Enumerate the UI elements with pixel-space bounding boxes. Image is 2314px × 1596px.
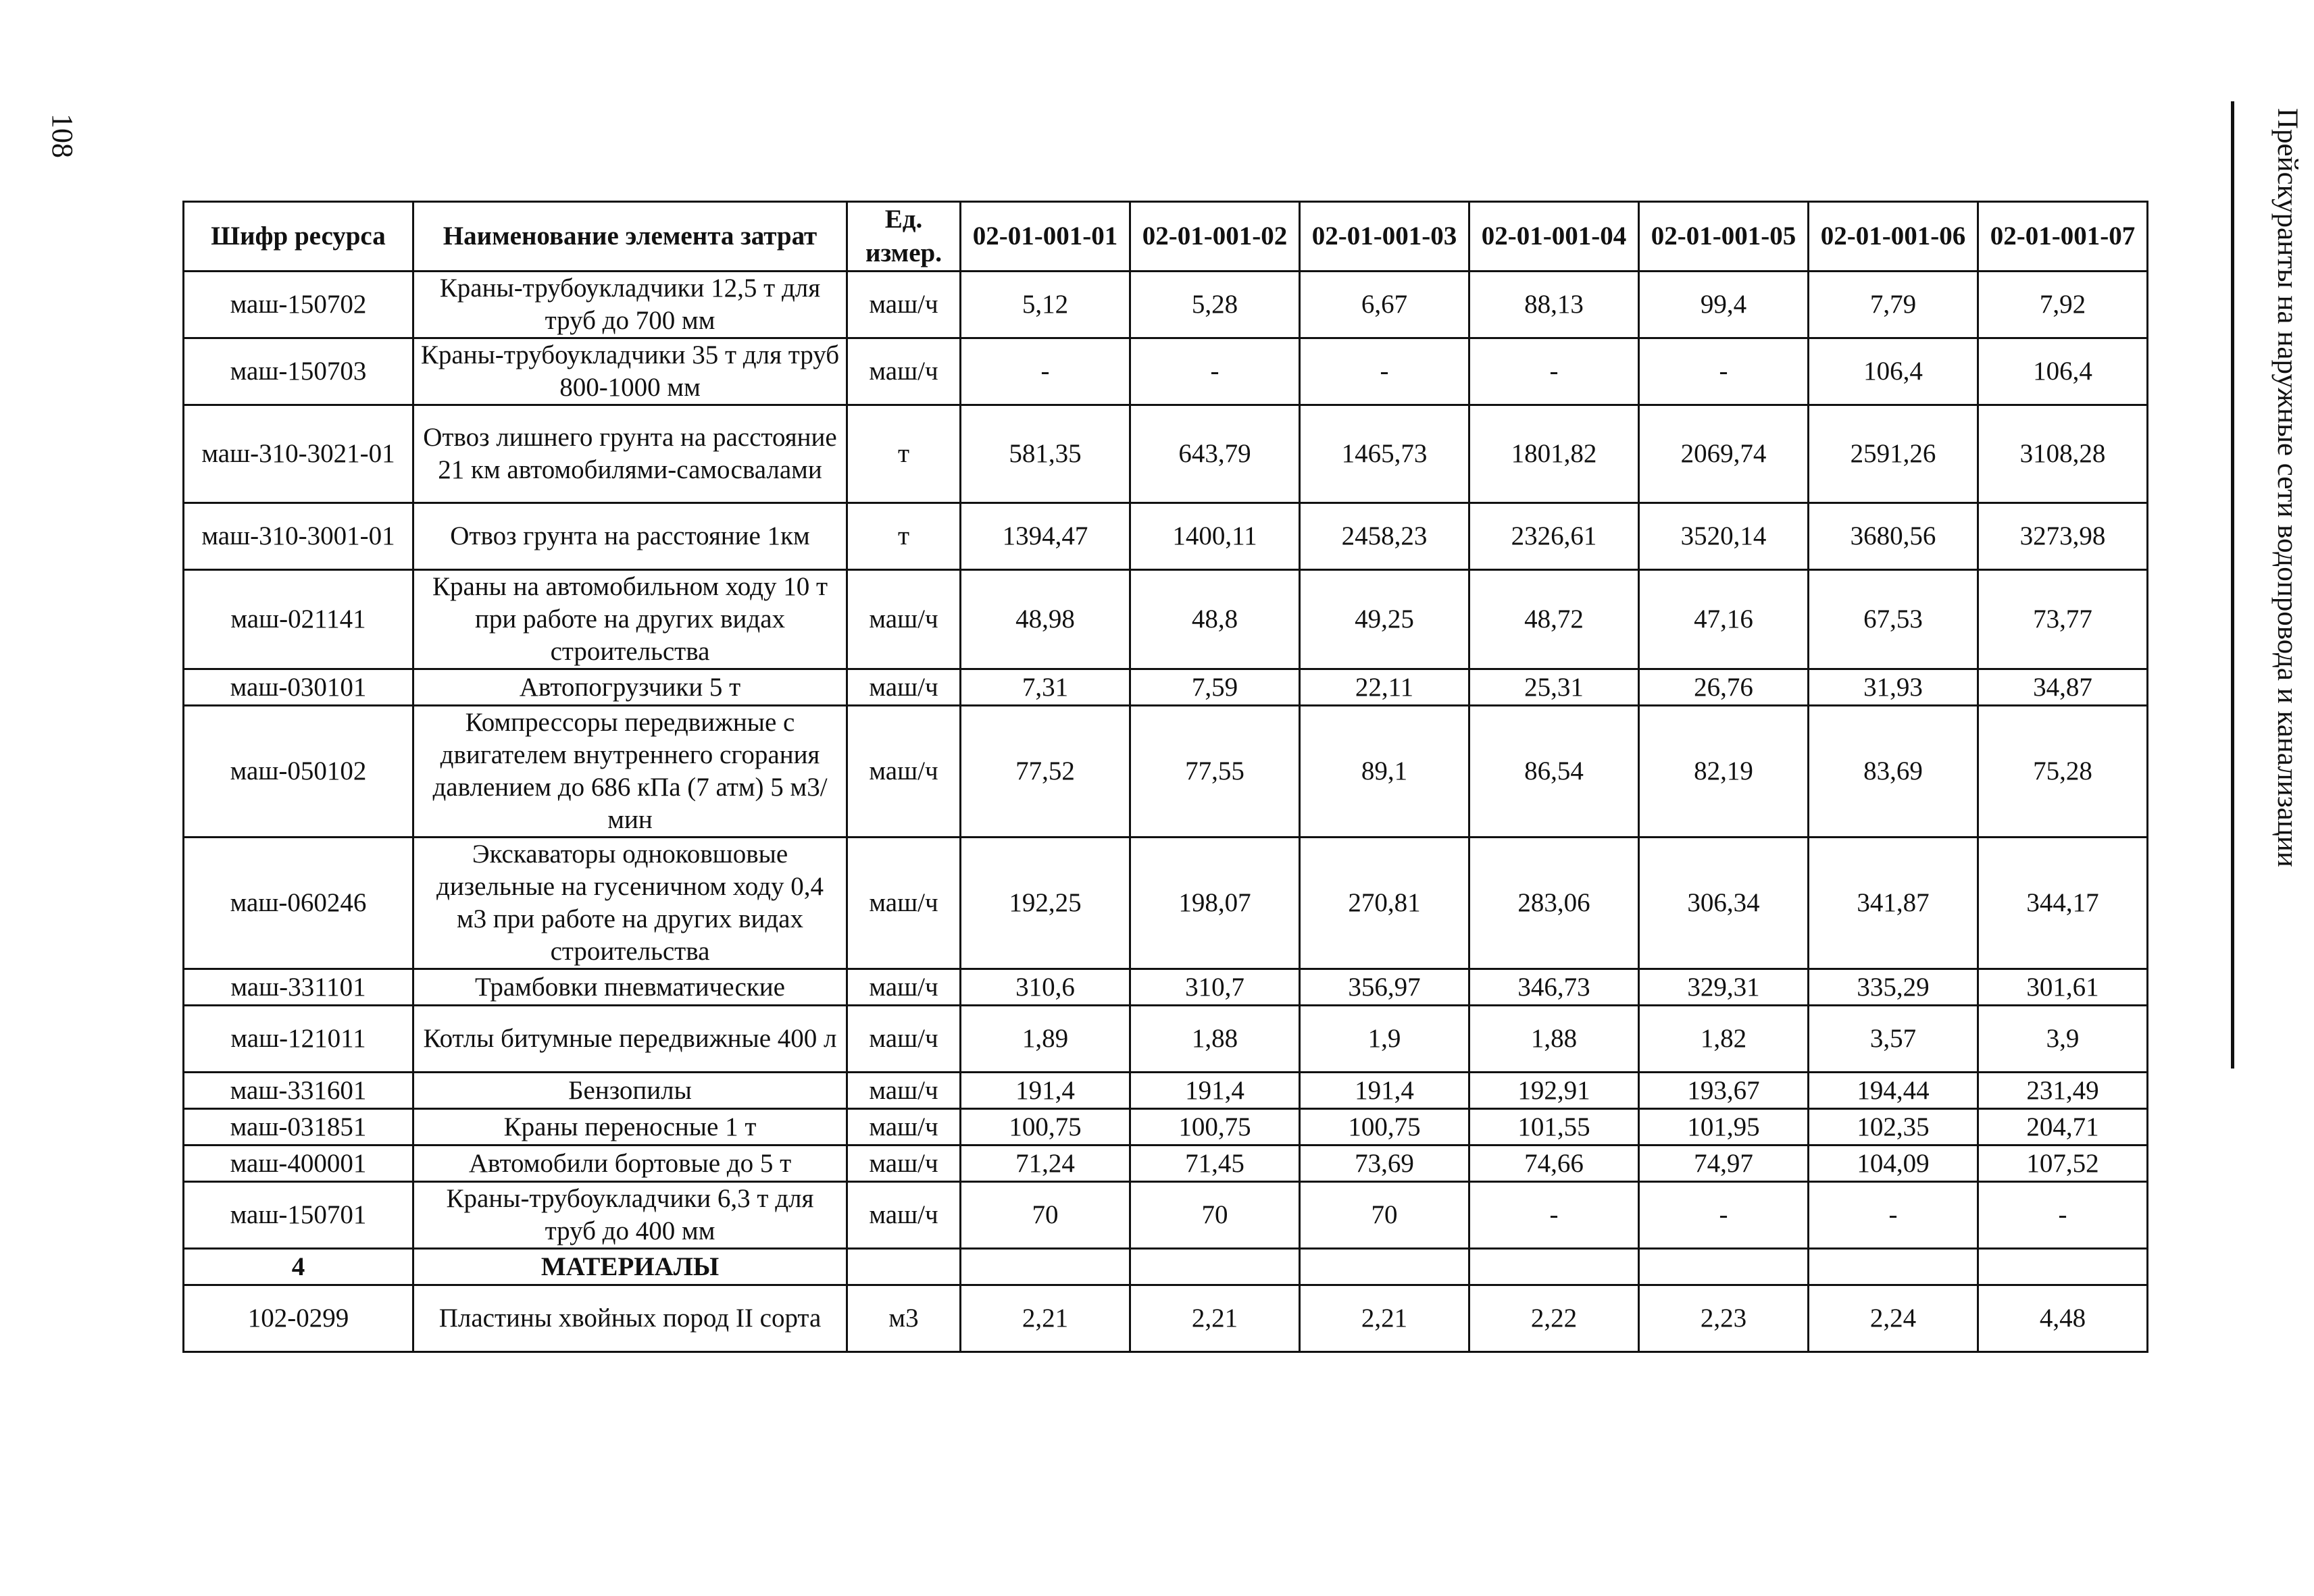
price-value: 1,88 [1130,1006,1300,1073]
resource-code: маш-021141 [184,570,413,669]
table-row [184,1006,2148,1073]
price-value: 194,44 [1809,1073,1978,1109]
price-value: 73,69 [1300,1145,1469,1182]
price-value: - [1130,338,1300,405]
price-value: 2458,23 [1300,503,1469,570]
element-name: Отвоз лишнего грунта на расстояние 21 км автомобилями-самосвалами [413,405,847,503]
resource-code: маш-310-3001-01 [184,503,413,570]
price-value: 2591,26 [1809,405,1978,503]
header-price-code: 02-01-001-01 [961,202,1130,272]
price-value: 22,11 [1300,669,1469,706]
price-value: 198,07 [1130,838,1300,969]
unit-of-measure: маш/ч [847,706,961,838]
price-value: 3108,28 [1978,405,2148,503]
price-value: 335,29 [1809,969,1978,1006]
price-value: 301,61 [1978,969,2148,1006]
price-value: 3520,14 [1639,503,1809,570]
price-value: 192,91 [1469,1073,1639,1109]
price-value: 3273,98 [1978,503,2148,570]
unit-of-measure: маш/ч [847,570,961,669]
unit-of-measure: т [847,405,961,503]
price-value: 192,25 [961,838,1130,969]
element-name: Краны на автомобильном ходу 10 т при работе на других видах строительства [413,570,847,669]
price-value: 643,79 [1130,405,1300,503]
running-title: Прейскуранты на наружные сети водопровода и канализации [2271,108,2303,867]
header-price-code: 02-01-001-02 [1130,202,1300,272]
price-value [961,1249,1130,1285]
resource-code: маш-150703 [184,338,413,405]
price-value: 283,06 [1469,838,1639,969]
price-value: - [1639,1182,1809,1249]
header-price-code: 02-01-001-06 [1809,202,1978,272]
element-name: Краны-трубоукладчики 35 т для труб 800-1000 мм [413,338,847,405]
price-value: 100,75 [1300,1109,1469,1145]
resource-code: маш-331101 [184,969,413,1006]
table-row [184,969,2148,1006]
resource-code: маш-310-3021-01 [184,405,413,503]
price-value: 191,4 [1300,1073,1469,1109]
price-value: 7,31 [961,669,1130,706]
header-unit: Ед. измер. [847,202,961,272]
price-value: 204,71 [1978,1109,2148,1145]
resource-code: маш-150702 [184,272,413,338]
header-name: Наименование элемента затрат [413,202,847,272]
price-value: 86,54 [1469,706,1639,838]
price-value: 48,72 [1469,570,1639,669]
price-value: 329,31 [1639,969,1809,1006]
page-number: 108 [46,113,79,158]
price-value: - [1469,1182,1639,1249]
price-value: 34,87 [1978,669,2148,706]
table-row [184,706,2148,838]
resource-code: 4 [184,1249,413,1285]
price-value: 48,98 [961,570,1130,669]
price-value: 100,75 [1130,1109,1300,1145]
header-rule [2231,101,2234,1069]
price-value: 270,81 [1300,838,1469,969]
price-value: 306,34 [1639,838,1809,969]
element-name: Котлы битумные передвижные 400 л [413,1006,847,1073]
price-value: 5,12 [961,272,1130,338]
table-row [184,570,2148,669]
price-value: 310,7 [1130,969,1300,1006]
element-name: Экскаваторы одноковшовые дизельные на гусеничном ходу 0,4 м3 при работе на других видах строительства [413,838,847,969]
element-name: Отвоз грунта на расстояние 1км [413,503,847,570]
price-value: 3,9 [1978,1006,2148,1073]
price-table [182,201,2148,1353]
price-value: 1394,47 [961,503,1130,570]
unit-of-measure: маш/ч [847,1006,961,1073]
resource-code: маш-331601 [184,1073,413,1109]
unit-of-measure: маш/ч [847,1182,961,1249]
element-name: Пластины хвойных пород II сорта [413,1285,847,1352]
price-value: 104,09 [1809,1145,1978,1182]
table-row [184,1109,2148,1145]
price-value: 70 [961,1182,1130,1249]
price-value: 1,88 [1469,1006,1639,1073]
price-value: 231,49 [1978,1073,2148,1109]
price-value: - [1809,1182,1978,1249]
price-value: 346,73 [1469,969,1639,1006]
table-row [184,272,2148,338]
header-price-code: 02-01-001-07 [1978,202,2148,272]
unit-of-measure: маш/ч [847,969,961,1006]
price-value: 1,82 [1639,1006,1809,1073]
table-row [184,669,2148,706]
resource-code: маш-400001 [184,1145,413,1182]
price-value: 106,4 [1809,338,1978,405]
price-value: 341,87 [1809,838,1978,969]
price-value: 581,35 [961,405,1130,503]
price-value: 67,53 [1809,570,1978,669]
price-value: 31,93 [1809,669,1978,706]
resource-code: маш-060246 [184,838,413,969]
price-value: 3680,56 [1809,503,1978,570]
price-value: 3,57 [1809,1006,1978,1073]
element-name: Автопогрузчики 5 т [413,669,847,706]
price-value: 2,24 [1809,1285,1978,1352]
price-value: 26,76 [1639,669,1809,706]
price-value: 49,25 [1300,570,1469,669]
price-value: 101,95 [1639,1109,1809,1145]
price-value [1639,1249,1809,1285]
element-name: Автомобили бортовые до 5 т [413,1145,847,1182]
resource-code: маш-150701 [184,1182,413,1249]
price-value: 1801,82 [1469,405,1639,503]
price-value: 7,92 [1978,272,2148,338]
price-value: 89,1 [1300,706,1469,838]
price-value: - [1978,1182,2148,1249]
price-value: 344,17 [1978,838,2148,969]
table-row [184,338,2148,405]
price-value: 48,8 [1130,570,1300,669]
unit-of-measure: маш/ч [847,272,961,338]
unit-of-measure: т [847,503,961,570]
price-value [1130,1249,1300,1285]
table-row [184,405,2148,503]
resource-code: маш-030101 [184,669,413,706]
price-value: 1,9 [1300,1006,1469,1073]
element-name: Компрессоры передвижные с двигателем внутреннего сгорания давлением до 686 кПа (7 атм) 5 м3/мин [413,706,847,838]
price-value: 193,67 [1639,1073,1809,1109]
price-value: 2,21 [1130,1285,1300,1352]
table-row [184,1073,2148,1109]
header-price-code: 02-01-001-03 [1300,202,1469,272]
unit-of-measure: маш/ч [847,1109,961,1145]
price-value: 1465,73 [1300,405,1469,503]
price-value: 7,59 [1130,669,1300,706]
table-row [184,1285,2148,1352]
table-row [184,1182,2148,1249]
table-row [184,503,2148,570]
unit-of-measure: маш/ч [847,338,961,405]
price-value: 191,4 [1130,1073,1300,1109]
price-value: 99,4 [1639,272,1809,338]
resource-code: маш-050102 [184,706,413,838]
price-value: 101,55 [1469,1109,1639,1145]
price-value: 2,21 [1300,1285,1469,1352]
price-value: - [1469,338,1639,405]
price-value: 191,4 [961,1073,1130,1109]
header-code: Шифр ресурса [184,202,413,272]
price-value: 74,97 [1639,1145,1809,1182]
price-value: 356,97 [1300,969,1469,1006]
element-name: МАТЕРИАЛЫ [413,1249,847,1285]
price-value [1300,1249,1469,1285]
element-name: Краны переносные 1 т [413,1109,847,1145]
section-row [184,1249,2148,1285]
price-value: 71,24 [961,1145,1130,1182]
price-value: 82,19 [1639,706,1809,838]
price-value: 47,16 [1639,570,1809,669]
price-value: 25,31 [1469,669,1639,706]
table-body [184,272,2148,1352]
header-price-code: 02-01-001-05 [1639,202,1809,272]
price-value: 83,69 [1809,706,1978,838]
price-value: 2,21 [961,1285,1130,1352]
table-row [184,1145,2148,1182]
unit-of-measure: маш/ч [847,669,961,706]
price-value [1809,1249,1978,1285]
price-value: 77,52 [961,706,1130,838]
unit-of-measure [847,1249,961,1285]
price-value: 70 [1300,1182,1469,1249]
header-price-code: 02-01-001-04 [1469,202,1639,272]
price-value: 2,22 [1469,1285,1639,1352]
element-name: Трамбовки пневматические [413,969,847,1006]
element-name: Краны-трубоукладчики 12,5 т для труб до 700 мм [413,272,847,338]
price-value: - [1300,338,1469,405]
price-value: 107,52 [1978,1145,2148,1182]
price-value: 7,79 [1809,272,1978,338]
price-value: 6,67 [1300,272,1469,338]
price-value: 75,28 [1978,706,2148,838]
price-value: 4,48 [1978,1285,2148,1352]
unit-of-measure: м3 [847,1285,961,1352]
resource-code: маш-031851 [184,1109,413,1145]
price-value: 2,23 [1639,1285,1809,1352]
price-value [1978,1249,2148,1285]
price-value: 77,55 [1130,706,1300,838]
price-value: 2069,74 [1639,405,1809,503]
price-value: - [961,338,1130,405]
price-value: 74,66 [1469,1145,1639,1182]
price-value: 100,75 [961,1109,1130,1145]
element-name: Бензопилы [413,1073,847,1109]
element-name: Краны-трубоукладчики 6,3 т для труб до 400 мм [413,1182,847,1249]
table-header-row [184,202,2148,272]
unit-of-measure: маш/ч [847,1073,961,1109]
price-value: 1,89 [961,1006,1130,1073]
price-value: 5,28 [1130,272,1300,338]
price-value: 88,13 [1469,272,1639,338]
price-value: 70 [1130,1182,1300,1249]
unit-of-measure: маш/ч [847,1145,961,1182]
price-value: 106,4 [1978,338,2148,405]
price-value: 1400,11 [1130,503,1300,570]
price-value: 71,45 [1130,1145,1300,1182]
price-value: 73,77 [1978,570,2148,669]
price-value: 310,6 [961,969,1130,1006]
price-value [1469,1249,1639,1285]
table-row [184,838,2148,969]
price-value: - [1639,338,1809,405]
price-value: 2326,61 [1469,503,1639,570]
resource-code: 102-0299 [184,1285,413,1352]
unit-of-measure: маш/ч [847,838,961,969]
resource-code: маш-121011 [184,1006,413,1073]
price-value: 102,35 [1809,1109,1978,1145]
